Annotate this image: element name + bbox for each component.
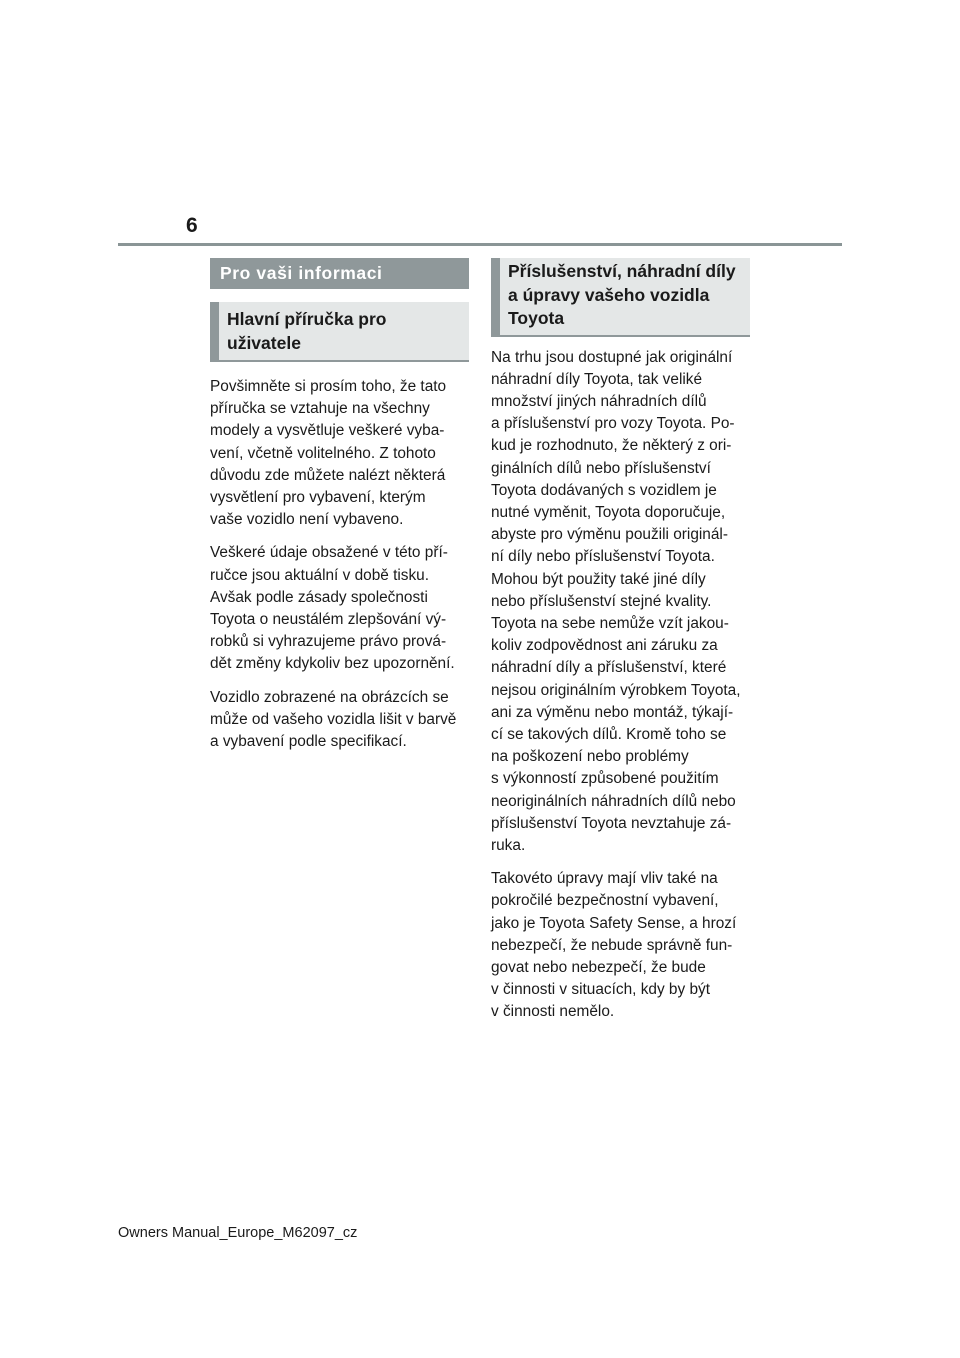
- text-line: v činnosti v situacích, kdy by být: [491, 981, 710, 999]
- text-line: ani za výměnu nebo montáž, týkají-: [491, 703, 734, 721]
- text-line: Takovéto úpravy mají vliv také na: [491, 870, 718, 888]
- text-line: Toyota na sebe nemůže vzít jakou-: [491, 614, 729, 632]
- paragraph: [491, 868, 750, 1023]
- paragraph: [210, 376, 469, 531]
- text-line: vysvětlení pro vybavení, kterým: [210, 489, 426, 507]
- subsection-accent-bar: [210, 302, 219, 360]
- text-line: na poškození nebo problémy: [491, 748, 689, 766]
- right-column: [491, 258, 750, 1035]
- text-line: koliv zodpovědnost ani záruku za: [491, 637, 718, 655]
- text-line: vení, včetně volitelného. Z tohoto: [210, 444, 436, 462]
- title-line: a úpravy vašeho vozidla: [508, 284, 710, 305]
- text-line: vaše vozidlo není vybaveno.: [210, 511, 404, 529]
- text-line: nebo příslušenství stejné kvality.: [491, 592, 712, 610]
- text-line: Veškeré údaje obsažené v této pří-: [210, 544, 448, 562]
- text-line: nutné vyměnit, Toyota doporučuje,: [491, 503, 726, 521]
- text-line: govat nebo nebezpečí, že bude: [491, 958, 706, 976]
- text-line: s výkonností způsobené použitím: [491, 770, 719, 788]
- text-line: Na trhu jsou dostupné jak originální: [491, 348, 733, 366]
- text-line: náhradní díly a příslušenství, které: [491, 659, 727, 677]
- subsection-title: [500, 258, 742, 335]
- title-line: Toyota: [508, 308, 565, 328]
- text-line: Mohou být použity také jiné díly: [491, 570, 706, 588]
- subsection-header-accessories: [491, 258, 750, 337]
- text-line: cí se takových dílů. Kromě toho se: [491, 725, 727, 743]
- text-line: ruka.: [491, 836, 526, 854]
- text-line: neoriginálních náhradních dílů nebo: [491, 792, 736, 810]
- text-line: nebezpečí, že nebude správně fun-: [491, 936, 733, 954]
- text-line: Povšimněte si prosím toho, že tato: [210, 378, 447, 395]
- text-line: pokročilé bezpečnostní vybavení,: [491, 892, 719, 910]
- text-line: abyste pro výměnu použili originál-: [491, 526, 728, 544]
- paragraph: [210, 542, 469, 675]
- text-line: a vybavení podle specifikací.: [210, 733, 407, 751]
- text-line: může od vašeho vozidla lišit v barvě: [210, 710, 457, 728]
- footer-document-id: Owners Manual_Europe_M62097_cz: [118, 1225, 358, 1241]
- left-column: [210, 258, 469, 764]
- text-line: příručka se vztahuje na všechny: [210, 400, 430, 418]
- text-line: jako je Toyota Safety Sense, a hrozí: [491, 914, 737, 932]
- text-line: příslušenství Toyota nevztahuje zá-: [491, 814, 732, 832]
- text-line: ginálních dílů nebo příslušenství: [491, 459, 711, 477]
- text-line: a příslušenství pro vozy Toyota. Po-: [491, 415, 735, 433]
- text-line: robků si vyhrazujeme právo prová-: [210, 633, 447, 651]
- text-line: nejsou originálním výrobkem Toyota,: [491, 681, 741, 699]
- text-line: množství jiných náhradních dílů: [491, 392, 707, 410]
- text-line: Toyota dodávaných s vozidlem je: [491, 481, 717, 499]
- text-line: náhradní díly Toyota, tak veliké: [491, 370, 703, 388]
- title-line: Příslušenství, náhradní díly: [508, 261, 736, 281]
- paragraph: [210, 687, 469, 754]
- text-line: dět změny kdykoliv bez upozornění.: [210, 655, 455, 673]
- text-line: modely a vysvětluje veškeré vyba-: [210, 422, 445, 440]
- text-line: důvodu zde můžete nalézt některá: [210, 466, 446, 484]
- subsection-title: Hlavní příručka pro uživatele: [227, 309, 387, 353]
- text-line: Toyota o neustálém zlepšování vý-: [210, 611, 447, 629]
- left-body: [210, 376, 469, 753]
- text-line: kud je rozhodnuto, že některý z ori-: [491, 437, 732, 455]
- page-number: 6: [186, 214, 198, 237]
- subsection-accent-bar: [491, 258, 500, 335]
- text-line: Avšak podle zásady společnosti: [210, 588, 428, 606]
- header-rule: [118, 243, 842, 246]
- subsection-header-owners-manual: [210, 302, 469, 362]
- text-line: Vozidlo zobrazené na obrázcích se: [210, 688, 449, 706]
- section-title: Pro vaši informaci: [210, 258, 469, 289]
- text-line: ní díly nebo příslušenství Toyota.: [491, 548, 715, 566]
- right-body: [491, 347, 750, 1024]
- text-line: ručce jsou aktuální v době tisku.: [210, 566, 430, 584]
- paragraph: [491, 347, 750, 858]
- text-line: v činnosti nemělo.: [491, 1003, 615, 1021]
